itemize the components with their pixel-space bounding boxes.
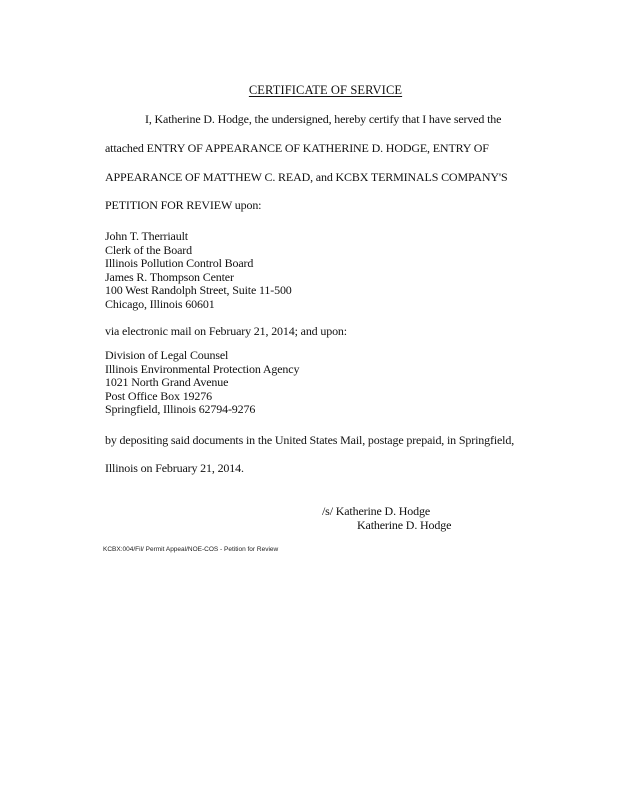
recipient-two-line: Illinois Environmental Protection Agency — [105, 361, 300, 376]
certification-paragraph-line-1: I, Katherine D. Hodge, the undersigned, hereby certify that I have served the — [145, 112, 502, 126]
closing-line-1: by depositing said documents in the United States Mail, postage prepaid, in Springfield, — [105, 433, 515, 447]
certification-paragraph-line-4: PETITION FOR REVIEW upon: — [105, 198, 262, 212]
recipient-one-line: Chicago, Illinois 60601 — [105, 296, 215, 311]
recipient-one-line: Illinois Pollution Control Board — [105, 256, 254, 271]
recipient-two-line: Division of Legal Counsel — [105, 348, 229, 362]
recipient-one-line: James R. Thompson Center — [105, 269, 234, 284]
document-footer-reference: KCBX:004/Fil/ Permit Appeal/NOE-COS - Petition for Review — [103, 546, 279, 553]
recipient-one-line: John T. Therriault — [105, 229, 188, 243]
recipient-one-line: Clerk of the Board — [105, 242, 192, 257]
certification-paragraph-line-3: APPEARANCE OF MATTHEW C. READ, and KCBX TERMINALS COMPANY'S — [105, 170, 508, 184]
electronic-signature: /s/ Katherine D. Hodge — [322, 504, 431, 518]
recipient-address-block-clerk — [105, 230, 292, 312]
recipient-two-line: Springfield, Illinois 62794-9276 — [105, 402, 256, 417]
signer-printed-name: Katherine D. Hodge — [357, 518, 452, 532]
recipient-two-line: 1021 North Grand Avenue — [105, 375, 229, 390]
recipient-address-block-iepa — [105, 349, 299, 417]
service-method-electronic: via electronic mail on February 21, 2014; and upon: — [105, 324, 347, 338]
closing-line-2: Illinois on February 21, 2014. — [105, 461, 244, 475]
certificate-title: CERTIFICATE OF SERVICE — [248, 83, 403, 97]
recipient-two-line: Post Office Box 19276 — [105, 388, 212, 403]
recipient-one-line: 100 West Randolph Street, Suite 11-500 — [105, 283, 292, 298]
certification-paragraph-line-2: attached ENTRY OF APPEARANCE OF KATHERINE D. HODGE, ENTRY OF — [105, 141, 489, 155]
